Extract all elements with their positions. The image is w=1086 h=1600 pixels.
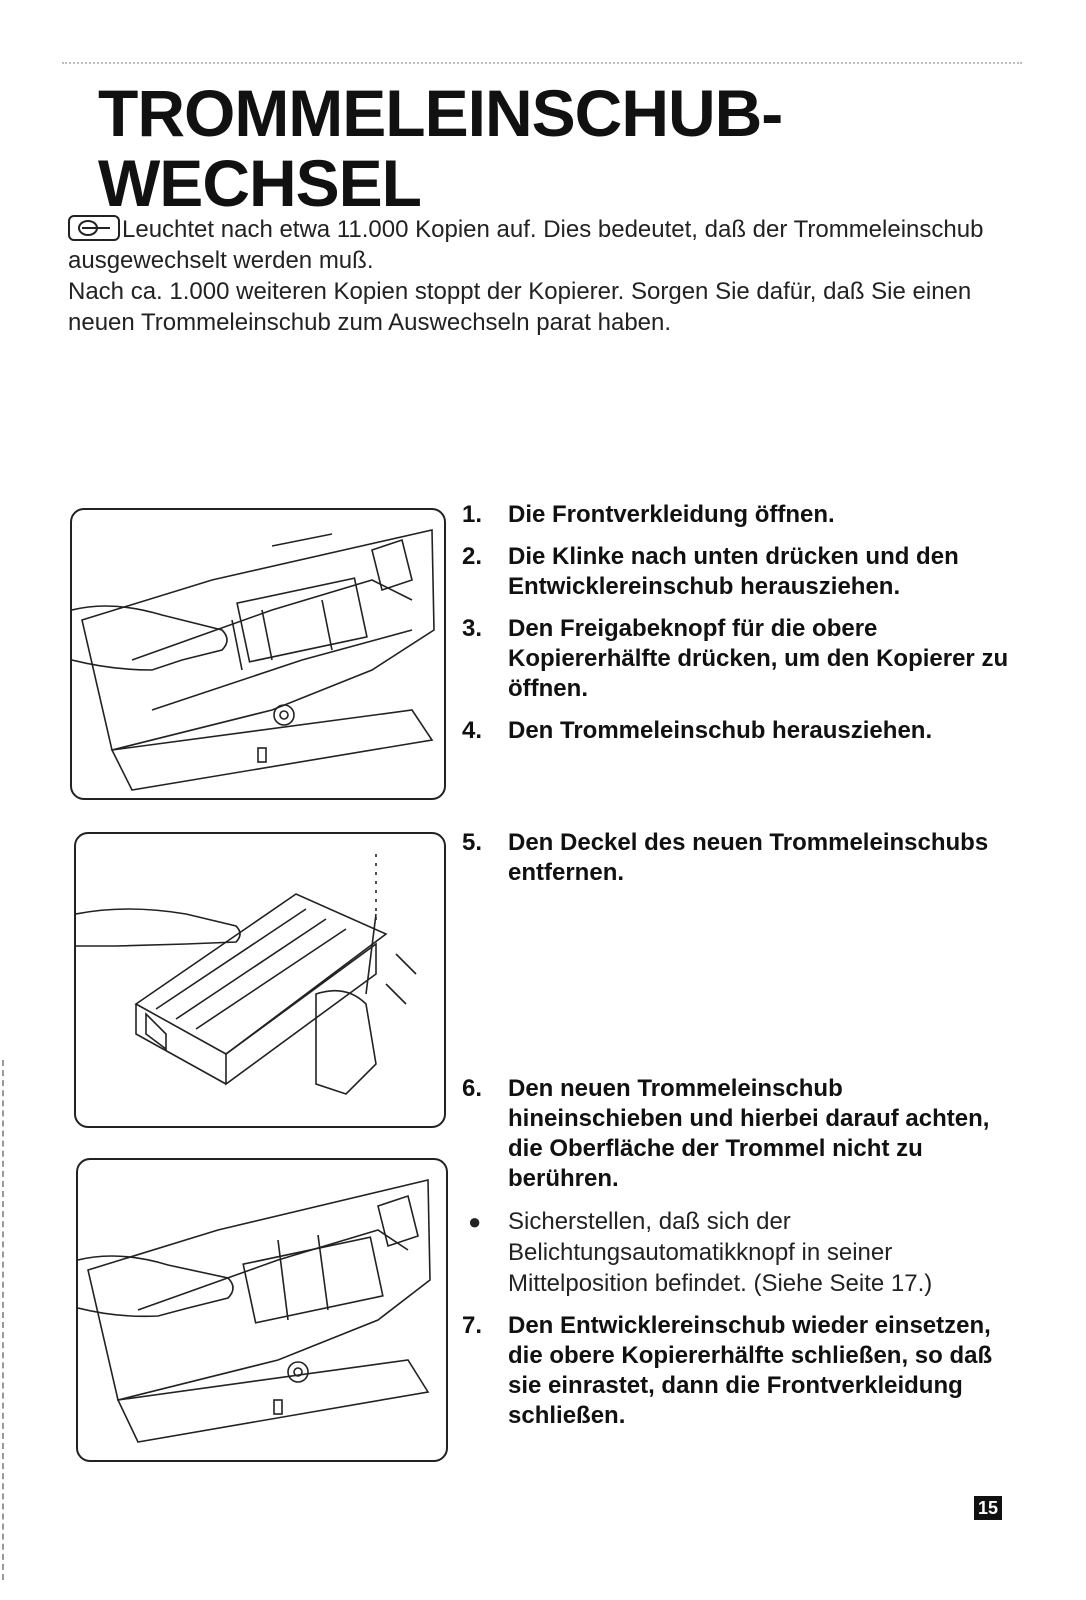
figure-open-copier [70,508,446,800]
title-line-2: WECHSEL [98,146,421,220]
step-1-text: Die Frontverkleidung öffnen. [508,501,835,528]
steps-group-3 [462,1074,1022,1443]
step-6 [462,1074,1022,1194]
step-7-text: Den Entwicklereinschub wieder einsetzen, die obere Kopiererhälfte schließen, so daß sie einrastet, dann die Frontverkleidung schließen. [508,1312,993,1429]
step-6-number: 6. [462,1075,483,1102]
step-2-number: 2. [462,543,483,570]
step-3-text: Den Freigabeknopf für die obere Kopiererhälfte drücken, um den Kopierer zu öffnen. [508,615,1009,702]
step-5-number: 5. [462,829,483,856]
steps-group-1 [462,500,1022,758]
intro-paragraph-1 [68,214,1028,276]
step-3 [462,614,1022,704]
intro-text [68,214,1028,338]
title-line-1: TROMMELEINSCHUB- [98,76,783,150]
step-1-number: 1. [462,501,483,528]
step-7 [462,1311,1022,1431]
step-4 [462,716,1022,746]
steps-group-2 [462,828,1022,900]
drum-indicator-icon [68,215,120,241]
bullet-note-text: Sicherstellen, daß sich der Belichtungsautomatikknopf in seiner Mittelposition befindet. (Siehe Seite 17.) [508,1208,933,1297]
drum-cover-illustration [76,834,444,1126]
top-dotted-rule [62,62,1022,64]
bullet-note [462,1206,1022,1299]
step-7-number: 7. [462,1312,483,1339]
figure-insert-drum [76,1158,448,1462]
intro-paragraph-2: Nach ca. 1.000 weiteren Kopien stoppt der Kopierer. Sorgen Sie dafür, daß Sie einen neuen Trommeleinschub zum Auswechseln parat haben. [68,278,972,336]
step-6-text: Den neuen Trommeleinschub hineinschieben und hierbei darauf achten, die Oberfläche der Trommel nicht zu berühren. [508,1075,990,1192]
bullet-icon: ● [468,1209,482,1234]
step-4-text: Den Trommeleinschub herausziehen. [508,717,933,744]
step-2-text: Die Klinke nach unten drücken und den Entwicklereinschub herausziehen. [508,543,959,600]
drum-insert-illustration [78,1160,446,1460]
intro-paragraph-1-text: Leuchtet nach etwa 11.000 Kopien auf. Dies bedeutet, daß der Trommeleinschub ausgewechselt werden muß. [68,216,984,274]
page-number: 15 [974,1496,1002,1520]
step-5 [462,828,1022,888]
step-5-text: Den Deckel des neuen Trommeleinschubs entfernen. [508,829,989,886]
step-2 [462,542,1022,602]
page-title [98,78,782,218]
copier-open-illustration [72,510,444,798]
figure-drum-cover [74,832,446,1128]
scan-edge-marks [2,1060,6,1580]
step-3-number: 3. [462,615,483,642]
step-1 [462,500,1022,530]
step-4-number: 4. [462,717,483,744]
